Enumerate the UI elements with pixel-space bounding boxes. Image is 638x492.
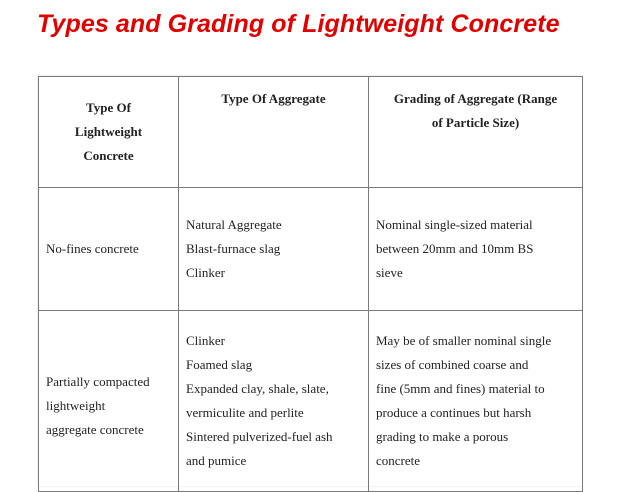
- cell-text: Blast-furnace slag: [186, 241, 281, 256]
- cell-text: fine (5mm and fines) material to: [376, 381, 545, 396]
- cell-text: Sintered pulverized-fuel ash: [186, 429, 333, 444]
- header-text: Concrete: [83, 148, 134, 163]
- cell-text: aggregate concrete: [46, 422, 144, 437]
- cell-text: Partially compacted: [46, 374, 150, 389]
- cell-aggregate-type: [179, 311, 369, 492]
- cell-text: grading to make a porous: [376, 429, 509, 444]
- header-text: Lightweight: [74, 124, 143, 139]
- header-text: of Particle Size): [431, 115, 520, 130]
- cell-text: No-fines concrete: [46, 241, 139, 256]
- cell-text: May be of smaller nominal single: [376, 333, 552, 348]
- cell-grading: [369, 311, 583, 492]
- cell-text: Foamed slag: [186, 357, 253, 372]
- cell-aggregate-type: [179, 188, 369, 311]
- table-header-row: [39, 77, 583, 188]
- table-row: [39, 311, 583, 492]
- header-text: Grading of Aggregate (Range: [393, 91, 558, 106]
- cell-text: sizes of combined coarse and: [376, 357, 529, 372]
- cell-text: lightweight: [46, 398, 106, 413]
- grading-table: [38, 76, 583, 492]
- header-type-of-concrete: [39, 77, 179, 188]
- cell-grading: [369, 188, 583, 311]
- table-image: [38, 76, 582, 486]
- slide-title: Types and Grading of Lightweight Concrete: [37, 10, 560, 38]
- header-text: Type Of Aggregate: [221, 91, 326, 106]
- header-text: Type Of: [86, 100, 131, 115]
- cell-text: concrete: [376, 453, 421, 468]
- cell-text: Clinker: [186, 265, 225, 280]
- header-grading-of-aggregate: [369, 77, 583, 188]
- cell-text: Expanded clay, shale, slate,: [186, 381, 329, 396]
- cell-text: Clinker: [186, 333, 225, 348]
- header-type-of-aggregate: [179, 77, 369, 188]
- cell-text: produce a continues but harsh: [376, 405, 532, 420]
- cell-text: sieve: [376, 265, 403, 280]
- table-row: [39, 188, 583, 311]
- cell-text: and pumice: [186, 453, 247, 468]
- cell-concrete-type: [39, 311, 179, 492]
- cell-text: Natural Aggregate: [186, 217, 282, 232]
- cell-text: vermiculite and perlite: [186, 405, 304, 420]
- cell-text: between 20mm and 10mm BS: [376, 241, 534, 256]
- cell-concrete-type: [39, 188, 179, 311]
- cell-text: Nominal single-sized material: [376, 217, 533, 232]
